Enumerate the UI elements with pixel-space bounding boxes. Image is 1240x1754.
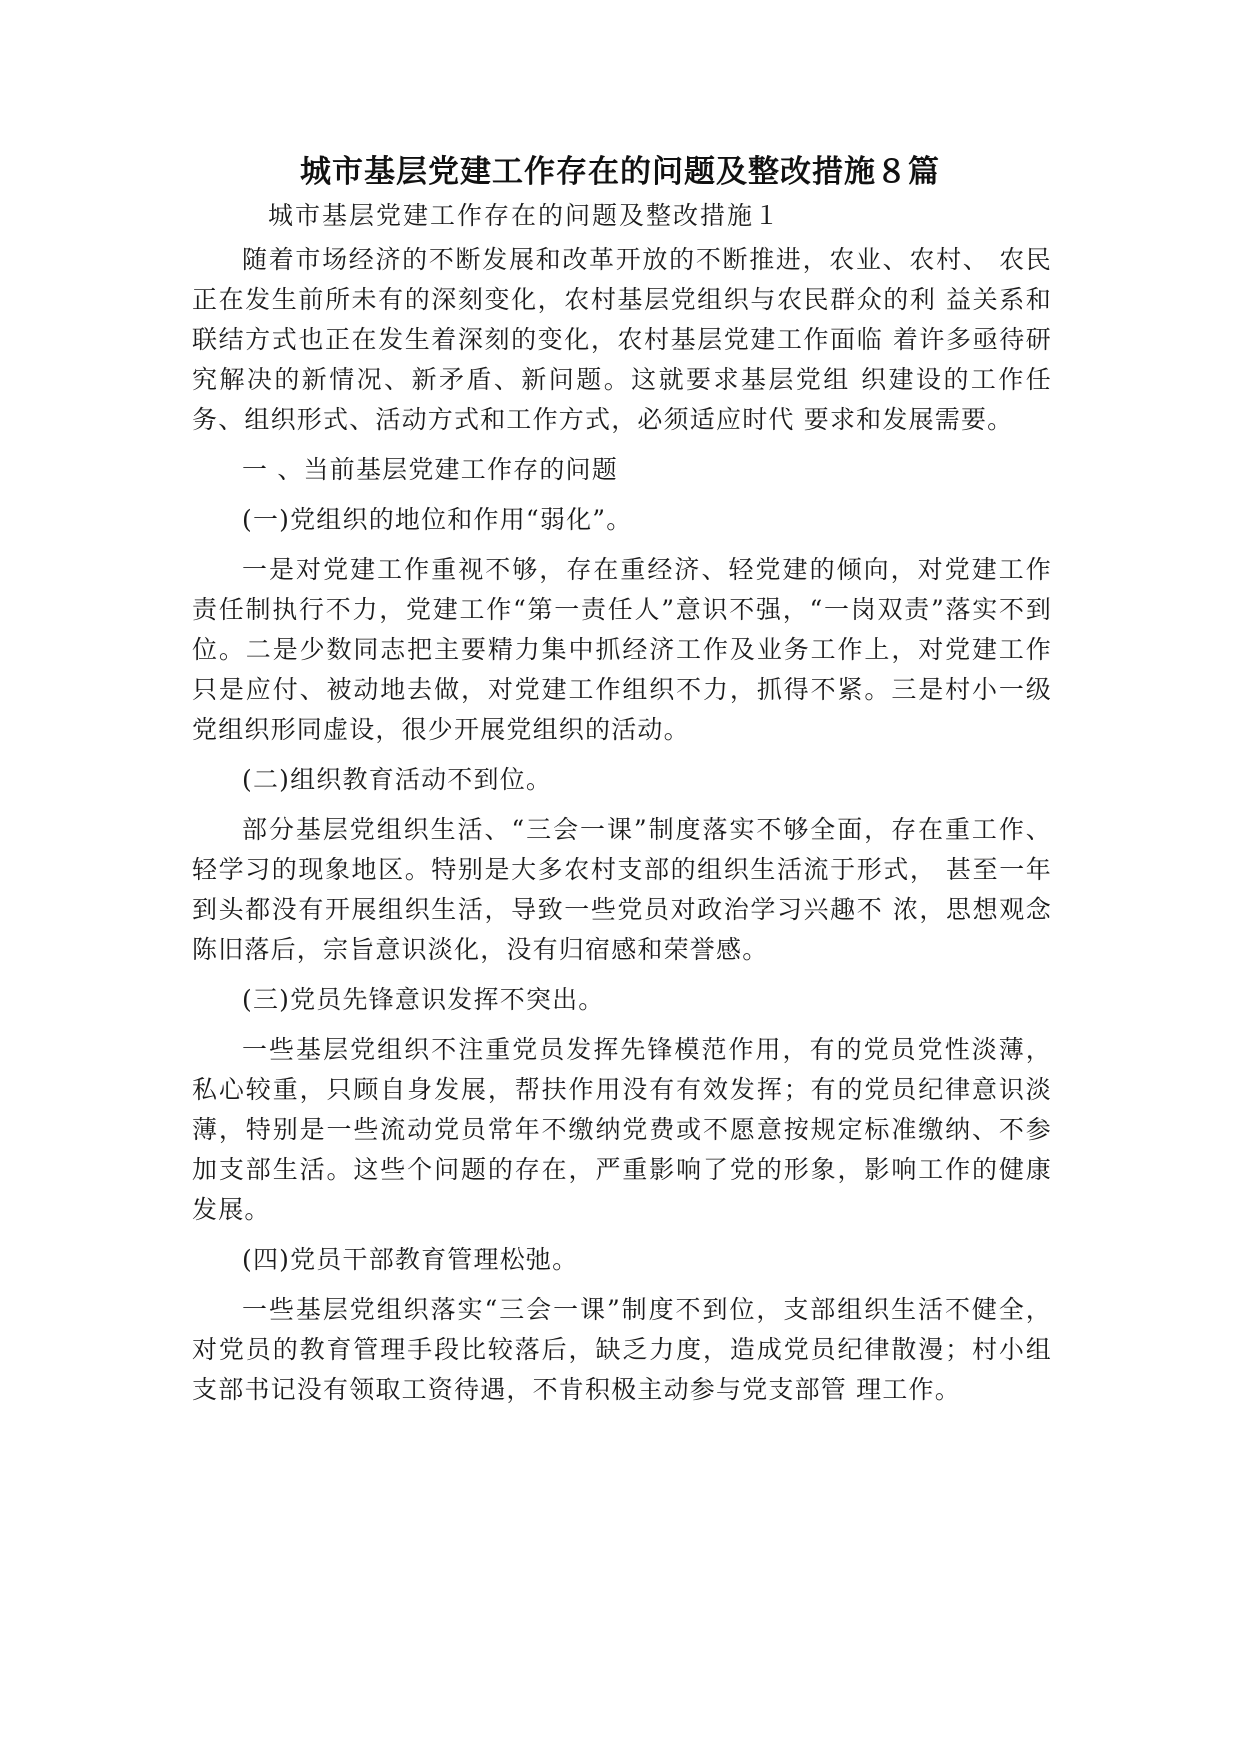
body-paragraph: 一些基层党组织不注重党员发挥先锋模范作用，有的党员党性淡薄，私心较重，只顾自身发展，帮扶作用没有有效发挥；有的党员纪律意识淡薄，特别是一些流动党员常年不缴纳党费或不愿意按规定标准缴纳、不参加支部生活。这些个问题的存在，严重影响了党的形象，影响工作的健康发展。	[192, 1035, 1052, 1224]
body-paragraph: 一是对党建工作重视不够，存在重经济、轻党建的倾向，对党建工作责任制执行不力，党建工作“第一责任人”意识不强，“一岗双责”落实不到位。二是少数同志把主要精力集中抓经济工作及业务工作上，对党建工作只是应付、被动地去做，对党建工作组织不力，抓得不紧。三是村小一级党组织形同虚设，很少开展党组织的活动。	[192, 555, 1052, 744]
section-heading: (一)党组织的地位和作用“弱化”。	[242, 505, 633, 534]
body-paragraph: 部分基层党组织生活、“三会一课”制度落实不够全面，存在重工作、轻学习的现象地区。特别是大多农村支部的组织生活流于形式， 甚至一年到头都没有开展组织生活，导致一些党员对政治学习兴趣不 浓，思想观念陈旧落后，宗旨意识淡化，没有归宿感和荣誉感。	[192, 815, 1052, 964]
body-paragraph: 一些基层党组织落实“三会一课”制度不到位，支部组织生活不健全，对党员的教育管理手段比较落后，缺乏力度，造成党员纪律散漫；村小组支部书记没有领取工资待遇，不肯积极主动参与党支部管 理工作。	[192, 1295, 1052, 1404]
document-subtitle: 城市基层党建工作存在的问题及整改措施１	[268, 201, 782, 230]
document-body	[192, 240, 1052, 1420]
section-heading: (二)组织教育活动不到位。	[242, 765, 553, 794]
section-heading: 一 、当前基层党建工作存的问题	[242, 455, 618, 484]
document-title: 城市基层党建工作存在的问题及整改措施８篇	[300, 154, 940, 190]
body-paragraph: 随着市场经济的不断发展和改革开放的不断推进，农业、农村、 农民正在发生前所未有的深刻变化，农村基层党组织与农民群众的利 益关系和联结方式也正在发生着深刻的变化，农村基层党建工作面临 着许多亟待研究解决的新情况、新矛盾、新问题。这就要求基层党组 织建设的工作任务、组织形式、活动方式和工作方式，必须适应时代 要求和发展需要。	[192, 245, 1052, 434]
section-heading: (三)党员先锋意识发挥不突出。	[242, 985, 605, 1014]
section-heading: (四)党员干部教育管理松弛。	[242, 1245, 579, 1274]
